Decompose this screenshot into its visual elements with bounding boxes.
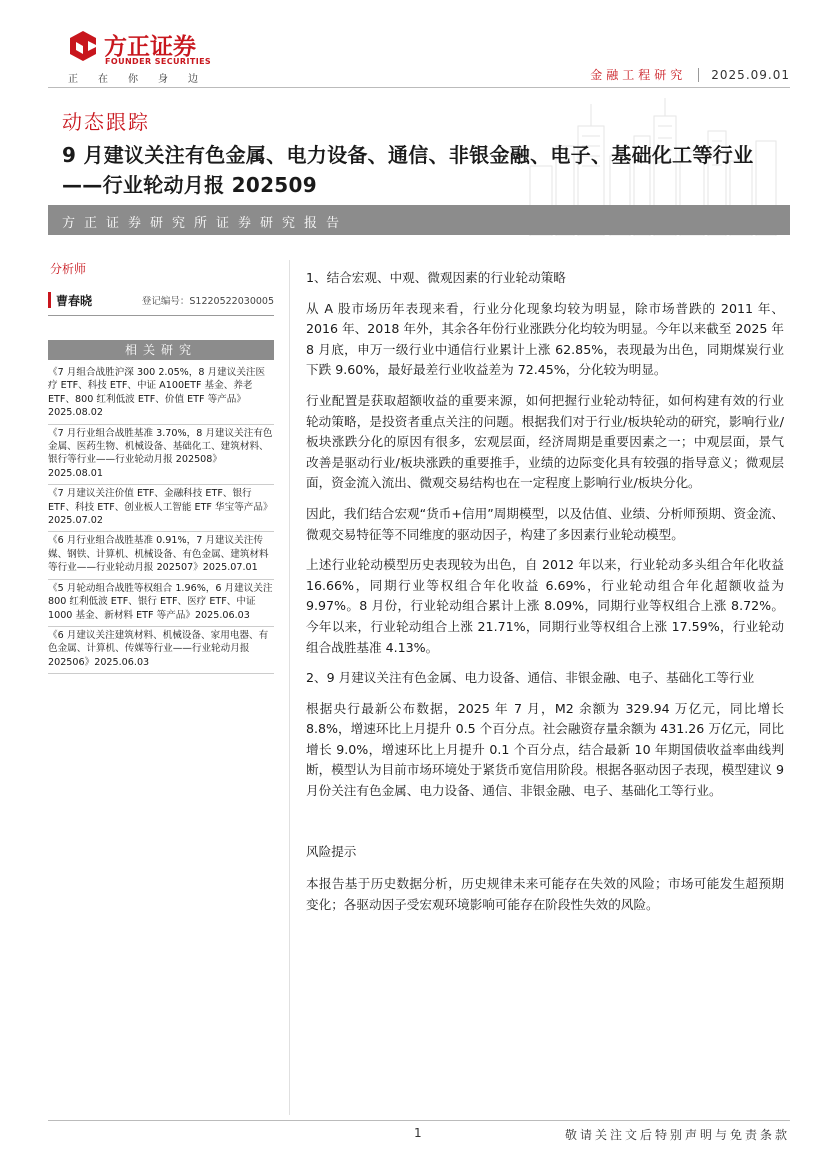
page-number: 1 (414, 1126, 422, 1140)
slogan-char: 边 (188, 74, 198, 85)
institute-bar-text: 方正证券研究所证券研究报告 (62, 216, 349, 231)
header-divider (48, 87, 790, 88)
risk-paragraph: 本报告基于历史数据分析，历史规律未来可能存在失效的风险；市场可能发生超预期变化；各驱动因子受宏观环境影响可能存在阶段性失效的风险。 (306, 876, 784, 912)
disclaimer-note: 敬请关注文后特别声明与免责条款 (564, 1128, 790, 1142)
analyst-marker (48, 292, 51, 308)
analyst-name: 曹春晓 (56, 293, 93, 308)
related-research-item[interactable] (48, 580, 274, 627)
slogan-char: 身 (158, 74, 168, 85)
analyst-row (48, 289, 274, 311)
footer-divider (48, 1120, 790, 1121)
sidebar (48, 260, 274, 674)
header-meta (590, 66, 790, 83)
body-paragraph: 上述行业轮动模型历史表现较为出色，自 2012 年以来，行业轮动多头组合年化收益 16.66%，同期行业等权组合年化收益 6.69%，行业轮动组合年化超额收益为 9.97%。8 月份，行业轮动组合累计上涨 8.09%，同期行业等权组合上涨 8.72%。今年以来，行业轮动组合上涨 21.71%，同期行业等权组合上涨 17.59%，行业轮动组合战胜基准 4.13%。 (306, 557, 784, 655)
body-paragraph: 因此，我们结合宏观“货币+信用”周期模型，以及估值、业绩、分析师预期、资金流、微观交易特征等不同维度的驱动因子，构建了多因素行业轮动模型。 (306, 505, 784, 542)
slogan (68, 70, 198, 85)
logo-en-text: FOUNDER SECURITIES (105, 57, 212, 66)
slogan-char: 你 (128, 74, 138, 85)
report-section-label: 金融工程研究 (590, 68, 687, 82)
related-research-link[interactable]: 《6 月行业组合战胜基准 0.91%，7 月建议关注传媒、钢铁、计算机、机械设备、有色金属、建筑材料等行业——行业轮动月报 202507》2025.07.01 (48, 535, 269, 574)
institute-bar (48, 205, 790, 235)
slogan-char: 在 (98, 74, 108, 85)
body-paragraph: 根据央行最新公布数据，2025 年 7 月，M2 余额为 329.94 万亿元，同比增长 8.8%，增速环比上月提升 0.5 个百分点。社会融资存量余额为 431.26 万亿元，同比增长 9.0%，增速环比上月提升 0.1 个百分点，结合最新 10 年期国债收益率曲线判断，模型认为目前市场环境处于紧货币宽信用阶段。根据各驱动因子表现，模型建议 9 月份关注有色金属、电力设备、通信、非银金融、电子、基础化工等行业。 (306, 700, 784, 799)
section-2-heading: 2、9 月建议关注有色金属、电力设备、通信、非银金融、电子、基础化工等行业 (306, 670, 755, 686)
report-title: 9 月建议关注有色金属、电力设备、通信、非银金融、电子、基础化工等行业——行业轮动月报 202509 (62, 143, 754, 197)
report-body (306, 268, 784, 925)
slogan-char: 正 (68, 74, 78, 85)
logo-cn-text: 方正证券 (104, 34, 196, 60)
related-research-item[interactable] (48, 364, 274, 425)
body-paragraph: 从 A 股市场历年表现来看，行业分化现象均较为明显，除市场普跌的 2011 年、2016 年、2018 年外，其余各年份行业涨跌分化均较为明显。今年以来截至 2025 年 8 月底，申万一级行业中通信行业累计上涨 62.85%，表现最为出色，同期煤炭行业下跌 9.60%，最好最差行业收益差为 72.45%，分化较为明显。 (306, 300, 784, 378)
founder-logo-icon (68, 30, 98, 62)
analyst-registration: 登记编号：S1220522030005 (141, 296, 274, 307)
report-type-tag: 动态跟踪 (62, 110, 150, 134)
report-date: 2025.09.01 (711, 67, 790, 82)
related-research-item[interactable] (48, 627, 274, 674)
risk-heading: 风险提示 (306, 843, 357, 859)
related-research-list (48, 364, 274, 674)
related-research-link[interactable]: 《6 月建议关注建筑材料、机械设备、家用电器、有色金属、计算机、传媒等行业——行业轮动月报 202506》2025.06.03 (48, 629, 269, 668)
column-divider (289, 260, 290, 1115)
related-research-link[interactable]: 《7 月组合战胜沪深 300 2.05%，8 月建议关注医疗 ETF、科技 ETF、中证 A100ETF 基金、养老 ETF、800 红利低波 ETF、价值 ETF 等产品》2025.08.02 (48, 367, 266, 419)
section-1-heading: 1、结合宏观、中观、微观因素的行业轮动策略 (306, 270, 566, 285)
related-research-link[interactable]: 《7 月建议关注价值 ETF、金融科技 ETF、银行 ETF、科技 ETF、创业板人工智能 ETF 华宝等产品》2025.07.02 (48, 488, 273, 527)
related-research-link[interactable]: 《7 月行业组合战胜基准 3.70%，8 月建议关注有色金属、医药生物、机械设备、基础化工、建筑材料、银行等行业——行业轮动月报 202508》2025.08.01 (48, 427, 273, 479)
related-research-link[interactable]: 《5 月轮动组合战胜等权组合 1.96%，6 月建议关注 800 红利低波 ETF、银行 ETF、医疗 ETF、中证 1000 基金、新材料 ETF 等产品》2025.06.03 (48, 582, 273, 621)
related-research-item[interactable] (48, 425, 274, 486)
body-paragraph: 行业配置是获取超额收益的重要来源，如何把握行业轮动特征，如何构建有效的行业轮动策略，是投资者重点关注的问题。根据我们对于行业/板块轮动的研究，影响行业/板块涨跌分化的原因有很多，宏观层面，经济周期是重要因素之一；中观层面，景气改善是驱动行业/板块涨跌的重要推手，业绩的边际变化具有较强的指导意义；微观层面，资金流入流出、微观交易结构也在一定程度上影响行业/板块分化。 (306, 392, 784, 491)
related-research-item[interactable] (48, 532, 274, 579)
related-research-item[interactable] (48, 485, 274, 532)
header-separator (698, 68, 699, 82)
analyst-label: 分析师 (50, 262, 87, 276)
related-research-header: 相关研究 (48, 340, 274, 360)
analyst-divider (48, 315, 274, 316)
